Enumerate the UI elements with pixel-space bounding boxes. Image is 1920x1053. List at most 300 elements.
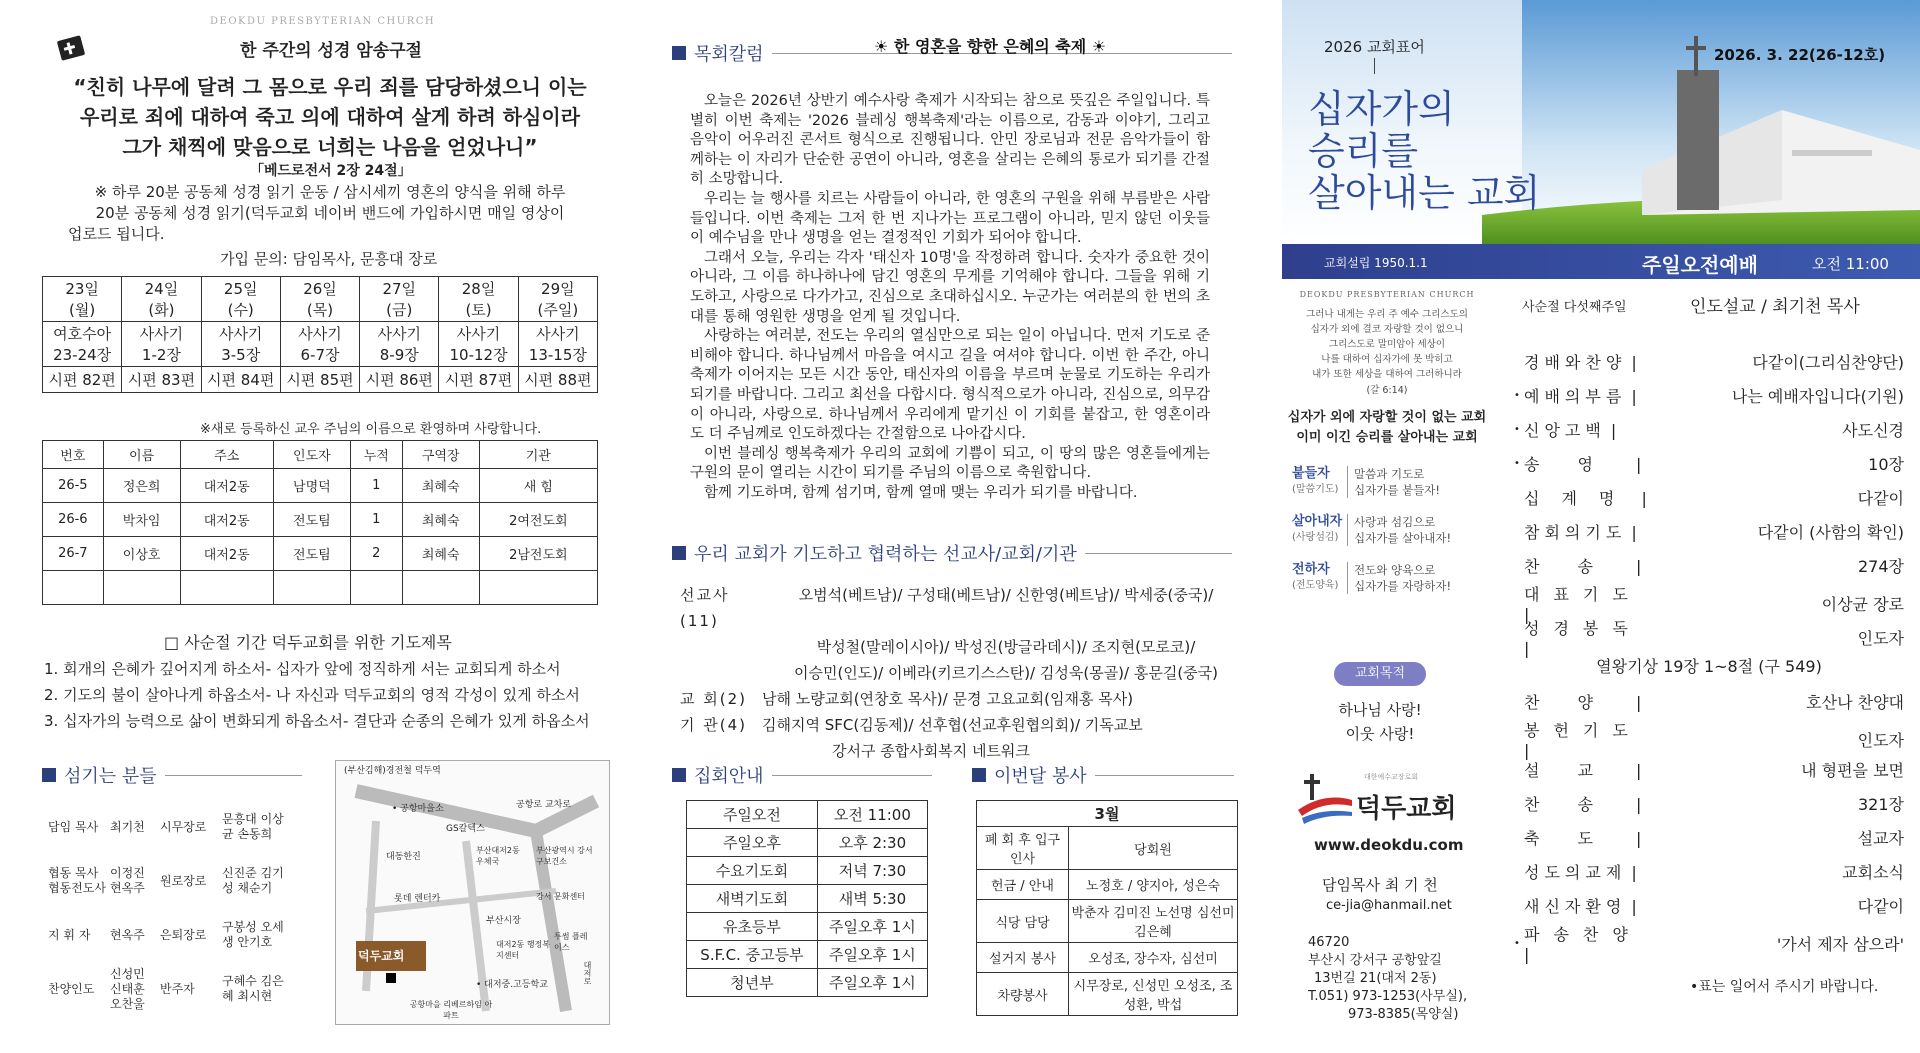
table-row	[687, 941, 928, 969]
purpose-line: 이웃 사랑!	[1345, 725, 1415, 743]
list-item	[680, 582, 1250, 634]
order-item	[1514, 922, 1904, 956]
reading-psalm: 시편 88편	[518, 367, 597, 393]
names: 구혜수 김은혜 최시현	[222, 974, 284, 1003]
list-item	[680, 634, 1250, 660]
cell: 2	[350, 537, 402, 571]
cell: 오전 11:00	[817, 801, 927, 829]
mission-names: 남해 노량교회(연창호 목사)/ 문경 고요교회(임재홍 목사)	[762, 690, 1134, 708]
cell: 오후 2:30	[817, 829, 927, 857]
role: 반주자	[160, 981, 195, 996]
divider	[1095, 775, 1234, 776]
column-head-label: 목회칼럼	[694, 44, 764, 65]
reading-psalm-row	[43, 367, 598, 393]
vision-item	[1282, 466, 1492, 498]
column-subtitle: ☀ 한 영혼을 향한 은혜의 축제 ☀	[874, 37, 1107, 56]
table-row	[687, 801, 928, 829]
cell: 새벽기도회	[687, 885, 818, 913]
square-bullet-icon	[672, 768, 686, 782]
order-item	[1514, 446, 1904, 480]
stand-marker: •	[1514, 423, 1520, 435]
cell: 청년부	[687, 969, 818, 997]
names: 이정진 현옥주	[110, 866, 145, 895]
logo-church-name: 덕두교회	[1356, 794, 1457, 824]
motto-line: 십자가의	[1308, 87, 1455, 131]
order-item	[1514, 616, 1904, 650]
servers-list	[48, 800, 298, 1016]
order-label: 경배와찬양 |	[1524, 350, 1652, 373]
table-row	[687, 969, 928, 997]
reading-date-row	[43, 277, 598, 322]
mission-names: 강서구 종합사회복지 네트워크	[832, 742, 1030, 760]
role: 찬양인도	[48, 981, 95, 996]
list-item	[48, 908, 298, 962]
cell: 주일오후 1시	[817, 969, 927, 997]
cell	[479, 571, 597, 605]
order-item	[1514, 514, 1904, 548]
list-item	[48, 800, 298, 854]
order-value: 인도자	[1857, 628, 1904, 648]
mission-category: 기 관(4)	[680, 716, 747, 734]
order-label: 파송찬양 |	[1524, 922, 1652, 964]
names: 문흥대 이상균 손동희	[222, 812, 284, 841]
map-label: 강서 문화센터	[536, 892, 585, 901]
cell: 헌금 / 안내	[977, 870, 1069, 900]
order-label: 설교 |	[1524, 758, 1652, 781]
order-label: 봉헌기도 |	[1524, 718, 1652, 760]
cell: S.F.C. 중고등부	[687, 941, 818, 969]
notice-line: ※ 하루 20분 공동체 성경 읽기 운동 / 삼시세끼 영혼의 양식을 위해 하루	[94, 183, 566, 201]
service-table	[976, 800, 1238, 1016]
reading-notice	[60, 182, 600, 245]
list-item: 2. 기도의 불이 살아나게 하옵소서- 나 자신과 덕두교회의 영적 각성이 있게 하소서	[44, 686, 580, 704]
stand-marker: •	[1514, 457, 1520, 469]
names: 최기천	[110, 819, 145, 834]
gather-head-label: 집회안내	[694, 766, 764, 787]
vision-keyword: 살아내자 (사랑섬김)	[1292, 514, 1348, 546]
verse-line: “친히 나무에 달려 그 몸으로 우리 죄를 담당하셨으니 이는	[73, 75, 587, 99]
square-bullet-icon	[972, 768, 986, 782]
order-value: 321장	[1858, 794, 1904, 814]
founded-date: 교회설립 1950.1.1	[1324, 256, 1428, 270]
table-row	[43, 469, 598, 503]
map-label: (부산김해)경전철 덕두역	[344, 766, 441, 776]
cell: 폐 회 후 입구인사	[977, 827, 1069, 870]
verse-line: 우리로 죄에 대하여 죽고 의에 대하여 살게 하려 하심이라	[79, 105, 581, 129]
cell: 최혜숙	[402, 503, 479, 537]
square-bullet-icon	[672, 46, 686, 60]
mission-category	[680, 634, 762, 660]
mission-category: 교 회(2)	[680, 690, 747, 708]
order-item	[1514, 548, 1904, 582]
order-item	[1514, 480, 1904, 514]
slogan-line: 이미 이긴 승리를 살아내는 교회	[1296, 430, 1478, 445]
col-header: 누적	[350, 441, 402, 469]
cell: 주일오후	[687, 829, 818, 857]
map-label: • 공항마을소	[392, 804, 444, 814]
order-item	[1514, 582, 1904, 616]
order-label: 축도 |	[1524, 826, 1652, 849]
reading-date: 23일 (월)	[43, 277, 122, 322]
mission-names: 이승민(인도)/ 이베라(키르기스스탄)/ 김성욱(몽골)/ 홍문길(중국)	[793, 664, 1219, 682]
verse-line: 그리스도로 말미암아 세상이	[1328, 339, 1446, 350]
reading-date: 27일 (금)	[360, 277, 439, 322]
cell: 오성조, 장수자, 심선미	[1069, 943, 1238, 973]
cell: 1	[350, 469, 402, 503]
table-row	[977, 870, 1238, 900]
table-row	[977, 943, 1238, 973]
cell: 대저2동	[180, 537, 273, 571]
cell: 당회원	[1069, 827, 1238, 870]
cell: 전도팀	[273, 537, 350, 571]
table-row	[977, 827, 1238, 870]
service-title: 주일오전예배	[1642, 253, 1758, 277]
cell	[43, 571, 104, 605]
order-value: 다같이	[1857, 488, 1904, 508]
map-label: 대저2동 행정복지센터	[496, 940, 551, 960]
names: 신성민 신태훈 오찬울	[110, 966, 145, 1011]
order-label: 신앙고백 |	[1524, 418, 1652, 441]
stand-footnote: •표는 일어서 주시기 바랍니다.	[1690, 979, 1879, 995]
reading-date: 28일 (토)	[439, 277, 518, 322]
order-value: 다같이 (사함의 확인)	[1757, 522, 1904, 542]
verse-line: 십자가 외에 결코 자랑할 것이 없으니	[1310, 324, 1464, 335]
table-row-empty	[43, 571, 598, 605]
cell: 시무장로, 신성민 오성조, 조성환, 박섭	[1069, 973, 1238, 1016]
table-row	[43, 503, 598, 537]
map-label: • 대저중.고등학교	[476, 980, 548, 990]
verse-line: 나를 대하여 십자가에 못 박히고	[1321, 354, 1453, 365]
notice-line: 업로드 됩니다.	[68, 225, 165, 243]
map-label: GS칼텍스	[446, 824, 485, 834]
order-label: 찬양 |	[1524, 690, 1652, 713]
table-row	[687, 829, 928, 857]
cell: 새벽 5:30	[817, 885, 927, 913]
cell: 대저2동	[180, 469, 273, 503]
order-label: 찬송 |	[1524, 792, 1652, 815]
notice-line: 20분 공동체 성경 읽기(덕두교회 네이버 밴드에 가입하시면 매일 영상이	[95, 204, 565, 222]
new-members-table	[42, 440, 598, 605]
role: 은퇴장로	[160, 927, 207, 942]
table-row	[687, 857, 928, 885]
church-purpose	[1300, 698, 1460, 746]
cell: 남명덕	[273, 469, 350, 503]
cell: 유초등부	[687, 913, 818, 941]
col-header: 구역장	[402, 441, 479, 469]
verse-line: 내가 또한 세상을 대하여 그러하니라	[1312, 369, 1462, 380]
vision-desc: 전도와 양육으로 십자가를 자랑하자!	[1354, 563, 1452, 593]
mission-category	[680, 660, 762, 686]
col-header: 주소	[180, 441, 273, 469]
mission-category: 선교사(11)	[680, 586, 730, 630]
stand-marker: •	[1514, 389, 1520, 401]
service-head-label: 이번달 봉사	[994, 766, 1087, 787]
order-value: 교회소식	[1842, 862, 1904, 882]
map-label: 부산광역시 강서구보건소	[536, 846, 593, 866]
col-header: 기관	[479, 441, 597, 469]
address-line: 973-8385(목양실)	[1348, 1007, 1459, 1022]
reading-book-row	[43, 322, 598, 367]
vision-desc: 사랑과 섬김으로 십자가를 살아내자!	[1354, 515, 1452, 545]
names: 신진준 김기성 채순기	[222, 866, 284, 895]
order-label: 새신자환영 |	[1524, 894, 1652, 917]
church-vision	[1282, 290, 1492, 594]
address-line: T.051) 973-1253(사무실),	[1308, 989, 1468, 1004]
servers-heading	[42, 762, 302, 788]
reading-psalm: 시편 85편	[280, 367, 359, 393]
reading-psalm: 시편 82편	[43, 367, 122, 393]
bible-icon	[56, 34, 88, 62]
order-label: 성도의교제 |	[1524, 860, 1652, 883]
servers-title: 섬기는 분들	[64, 766, 157, 787]
cell: 저녁 7:30	[817, 857, 927, 885]
church-logo-icon	[1294, 770, 1354, 830]
lent-week: 사순절 다섯째주일	[1522, 300, 1627, 315]
order-item	[1514, 378, 1904, 412]
divider	[772, 775, 932, 776]
bulletin-date: 2026. 3. 22(26-12호)	[1714, 46, 1886, 64]
reading-book: 사사기 1-2장	[122, 322, 201, 367]
col-header: 번호	[43, 441, 104, 469]
reading-book: 사사기 6-7장	[280, 322, 359, 367]
square-bullet-icon	[672, 546, 686, 560]
mission-heading	[672, 540, 1232, 566]
map-church-label: 덕두교회	[358, 949, 405, 963]
list-item: 3. 십자가의 능력으로 삶이 변화되게 하옵소서- 결단과 순종의 은혜가 있게 하옵소서	[44, 712, 590, 730]
mission-names: 오범석(베트남)/ 구성태(베트남)/ 신한영(베트남)/ 박세중(중국)/	[798, 586, 1214, 604]
order-value: '가서 제자 삼으라'	[1776, 934, 1904, 954]
cell: 차량봉사	[977, 973, 1069, 1016]
table-row	[687, 913, 928, 941]
order-value: 인도자	[1857, 730, 1904, 750]
order-item	[1514, 412, 1904, 446]
motto-year: 2026 교회표어	[1324, 38, 1425, 56]
list-item	[48, 962, 298, 1016]
website-link[interactable]: www.deokdu.com	[1314, 836, 1464, 854]
map-label: 대동한진	[386, 852, 421, 862]
column-body	[690, 92, 1210, 503]
cell: 전도팀	[273, 503, 350, 537]
motto-line: 살아내는 교회	[1308, 171, 1541, 215]
order-label: 십계명 |	[1524, 486, 1652, 509]
list-item	[48, 854, 298, 908]
reading-book: 사사기 3-5장	[201, 322, 280, 367]
order-label: 성경봉독 |	[1524, 616, 1652, 658]
list-item	[680, 738, 1250, 764]
names: 현옥주	[110, 927, 145, 942]
order-value: 274장	[1858, 556, 1904, 576]
order-value: 사도신경	[1842, 420, 1904, 440]
reading-date: 29일 (주일)	[518, 277, 597, 322]
square-bullet-icon	[42, 768, 56, 782]
reading-psalm: 시편 83편	[122, 367, 201, 393]
vision-slogan	[1282, 408, 1492, 448]
list-item: 1. 회개의 은혜가 깊어지게 하소서- 십자가 앞에 정직하게 서는 교회되게 하소서	[44, 660, 561, 678]
reading-book: 여호수아 23-24장	[43, 322, 122, 367]
cell	[103, 571, 180, 605]
vision-verse	[1282, 307, 1492, 382]
church-address	[1308, 934, 1467, 1024]
cell: 2남전도회	[479, 537, 597, 571]
mission-category	[680, 738, 762, 764]
cell	[180, 571, 273, 605]
purpose-line: 하나님 사랑!	[1338, 701, 1422, 719]
order-value: 내 형편을 보면	[1801, 760, 1904, 780]
order-value: 설교자	[1857, 828, 1904, 848]
address-line: 부산시 강서구 공항앞길	[1308, 953, 1442, 968]
order-of-worship	[1514, 344, 1904, 956]
order-label: 예배의부름 |	[1524, 384, 1652, 407]
church-motto	[1308, 88, 1540, 214]
names: 구봉성 오세생 안기호	[222, 920, 284, 949]
list-item	[680, 686, 1250, 712]
purpose-badge: 교회목적	[1334, 662, 1426, 686]
address-line: 13번길 21(대저 2동)	[1314, 971, 1437, 986]
list-item	[680, 660, 1250, 686]
service-banner	[1282, 244, 1920, 279]
service-heading	[972, 762, 1234, 788]
order-value: 나는 예배자입니다(기원)	[1731, 386, 1904, 406]
vision-desc: 말씀과 기도로 십자가를 붙들자!	[1354, 467, 1441, 497]
table-row	[43, 537, 598, 571]
order-label: 대표기도 |	[1524, 582, 1652, 624]
paragraph: 우리는 늘 행사를 치르는 사람들이 아니라, 한 영혼의 구원을 위해 부름받은 사람들입니다. 이번 축제는 그저 한 번 지나가는 프로그램이 아니라, 믿지 않던 이웃들이 예수님을 만나 생명을 얻는 결정적인 기회가 되어야 합니다.	[690, 190, 1210, 247]
order-label: 송영 |	[1524, 452, 1652, 475]
mission-head-label: 우리 교회가 기도하고 협력하는 선교사/교회/기관	[694, 544, 1077, 565]
map-label: 부산시장	[486, 916, 521, 926]
cell: 최혜숙	[402, 469, 479, 503]
motto-line: 승리를	[1308, 129, 1419, 173]
table-header-row	[977, 801, 1238, 827]
slogan-line: 십자가 외에 자랑할 것이 없는 교회	[1287, 410, 1487, 425]
cell: 이상호	[103, 537, 180, 571]
cell: 수요기도회	[687, 857, 818, 885]
role: 시무장로	[160, 819, 207, 834]
cell	[350, 571, 402, 605]
map-label: 롯데 렌터카	[394, 894, 441, 904]
order-item	[1514, 888, 1904, 922]
cell: 박춘자 김미진 노선명 심선미 김은혜	[1069, 900, 1238, 943]
cell: 1	[350, 503, 402, 537]
map-label: 공항로 교차로	[516, 800, 572, 810]
table-row	[687, 885, 928, 913]
order-item	[1514, 684, 1904, 718]
order-item	[1514, 820, 1904, 854]
vision-verse-ref: (갈 6:14)	[1366, 385, 1408, 396]
cell: 26-5	[43, 469, 104, 503]
order-value: 다같이(그리심찬양단)	[1752, 352, 1904, 372]
cell: 최혜숙	[402, 537, 479, 571]
address-line: 46720	[1308, 935, 1350, 950]
service-time: 오전 11:00	[1812, 255, 1889, 273]
order-value: 호산나 찬양대	[1806, 692, 1904, 712]
table-row	[977, 973, 1238, 1016]
verse-line: 그가 채찍에 맞음으로 너희는 나음을 얻었나니”	[122, 135, 538, 159]
month-header: 3월	[977, 801, 1238, 827]
paragraph: 그래서 오늘, 우리는 각자 '태신자 10명'을 작정하려 합니다. 숫자가 중요한 것이 아니라, 그 이름 하나하나에 담긴 영혼의 무게를 기억해야 합니다. 그들을 위해 기도하고, 사랑으로 다가가고, 진심으로 초대하십시오. 누군가는 여러분의 한 번의 초대를 통해 영원한 생명을 얻게 될 것입니다.	[690, 249, 1210, 325]
cell	[402, 571, 479, 605]
map-label: 공항마을 리베르하임 아파트	[409, 1000, 493, 1020]
col-header: 이름	[103, 441, 180, 469]
paragraph: 함께 기도하며, 함께 섬기며, 함께 열매 맺는 우리가 되기를 바랍니다.	[704, 484, 1138, 501]
reading-date: 24일 (화)	[122, 277, 201, 322]
paragraph: 사랑하는 여러분, 전도는 우리의 열심만으로 되는 일이 아닙니다. 먼저 기도로 준비해야 합니다. 하나님께서 마음을 여시고 길을 여셔야 합니다. 이번 한 주간, 아니 축제가 이어지는 모든 시간 동안, 태신자의 이름을 부르며 눈물로 기도하는 우리가 되기를 바랍니다. 그리고 최선을 다합시다. 형식적으로가 아니라, 진심으로, 의무감이 아니라, 사랑으로. 하나님께서 우리에게 맡기신 이 기회를 붙잡고, 한 영혼이라도 더 주님께로 인도하겠다는 간절함으로 나아갑시다.	[690, 328, 1210, 443]
vision-item	[1282, 514, 1492, 546]
cell	[273, 571, 350, 605]
role: 담임 목사	[48, 819, 99, 834]
cell: 26-6	[43, 503, 104, 537]
church-name-en: DEOKDU PRESBYTERIAN CHURCH	[210, 16, 436, 27]
verse-line: 그러나 내게는 우리 주 예수 그리스도의	[1306, 309, 1468, 320]
verse-section-title: 한 주간의 성경 암송구절	[240, 41, 422, 61]
stand-marker: •	[1514, 937, 1520, 949]
senior-pastor: 담임목사 최 기 천	[1322, 876, 1438, 894]
reading-psalm: 시편 86편	[360, 367, 439, 393]
scripture-reading: 열왕기상 19장 1~8절 (구 549)	[1596, 657, 1822, 676]
col-header: 인도자	[273, 441, 350, 469]
order-item	[1514, 718, 1904, 752]
map-label: 대저로	[583, 961, 592, 985]
role: 원로장로	[160, 873, 207, 888]
map-label: 투썸 플레이스	[554, 932, 588, 952]
cell: 새 힘	[479, 469, 597, 503]
cell: 설거지 봉사	[977, 943, 1069, 973]
email-link[interactable]: ce-jia@hanmail.net	[1326, 898, 1452, 913]
cell: 박차임	[103, 503, 180, 537]
cell: 주일오전	[687, 801, 818, 829]
prayer-title: □ 사순절 기간 덕두교회를 위한 기도제목	[164, 633, 452, 652]
mission-list	[680, 582, 1250, 764]
reading-date: 26일 (목)	[280, 277, 359, 322]
order-item	[1514, 752, 1904, 786]
reading-book: 사사기 10-12장	[439, 322, 518, 367]
order-label: 참회의기도 |	[1524, 520, 1652, 543]
gatherings-heading	[672, 762, 932, 788]
list-item	[680, 712, 1250, 738]
vision-item	[1282, 562, 1492, 594]
reading-book: 사사기 8-9장	[360, 322, 439, 367]
cell: 정은희	[103, 469, 180, 503]
vision-keyword: 전하자 (전도양육)	[1292, 562, 1348, 594]
order-label: 찬송 |	[1524, 554, 1652, 577]
cell: 26-7	[43, 537, 104, 571]
location-map	[335, 760, 610, 1025]
order-value: 10장	[1868, 454, 1904, 474]
reading-psalm: 시편 84편	[201, 367, 280, 393]
gatherings-table	[686, 800, 928, 997]
verse-reference: 「베드로전서 2장 24절」	[250, 163, 412, 179]
order-value: 다같이	[1857, 896, 1904, 916]
cell: 주일오후 1시	[817, 913, 927, 941]
mission-names: 박성철(말레이시아)/ 박성진(방글라데시)/ 조지현(모로코)/	[816, 638, 1196, 656]
order-item	[1514, 786, 1904, 820]
vision-keyword: 붙들자 (말씀기도)	[1292, 466, 1348, 498]
reading-book: 사사기 13-15장	[518, 322, 597, 367]
role: 협동 목사 협동전도사	[48, 866, 106, 895]
cell: 노정호 / 양지아, 성은숙	[1069, 870, 1238, 900]
order-item	[1514, 854, 1904, 888]
map-label: 부산대저2동 우체국	[476, 846, 520, 866]
paragraph: 이번 블레싱 행복축제가 우리의 교회에 기쁨이 되고, 이 땅의 많은 영혼들에게는 구원의 문이 열리는 시간이 되기를 주님의 이름으로 축원합니다.	[690, 445, 1210, 482]
church-name-en: DEOKDU PRESBYTERIAN CHURCH	[1299, 290, 1475, 299]
order-item	[1514, 344, 1904, 378]
mission-names: 김해지역 SFC(김동제)/ 선후협(선교후원협의회)/ 기독교보	[762, 716, 1143, 734]
table-row	[977, 900, 1238, 943]
role: 지 휘 자	[48, 927, 91, 942]
order-value: 이상균 장로	[1821, 594, 1904, 614]
memory-verse	[70, 72, 590, 162]
cell: 2여전도회	[479, 503, 597, 537]
